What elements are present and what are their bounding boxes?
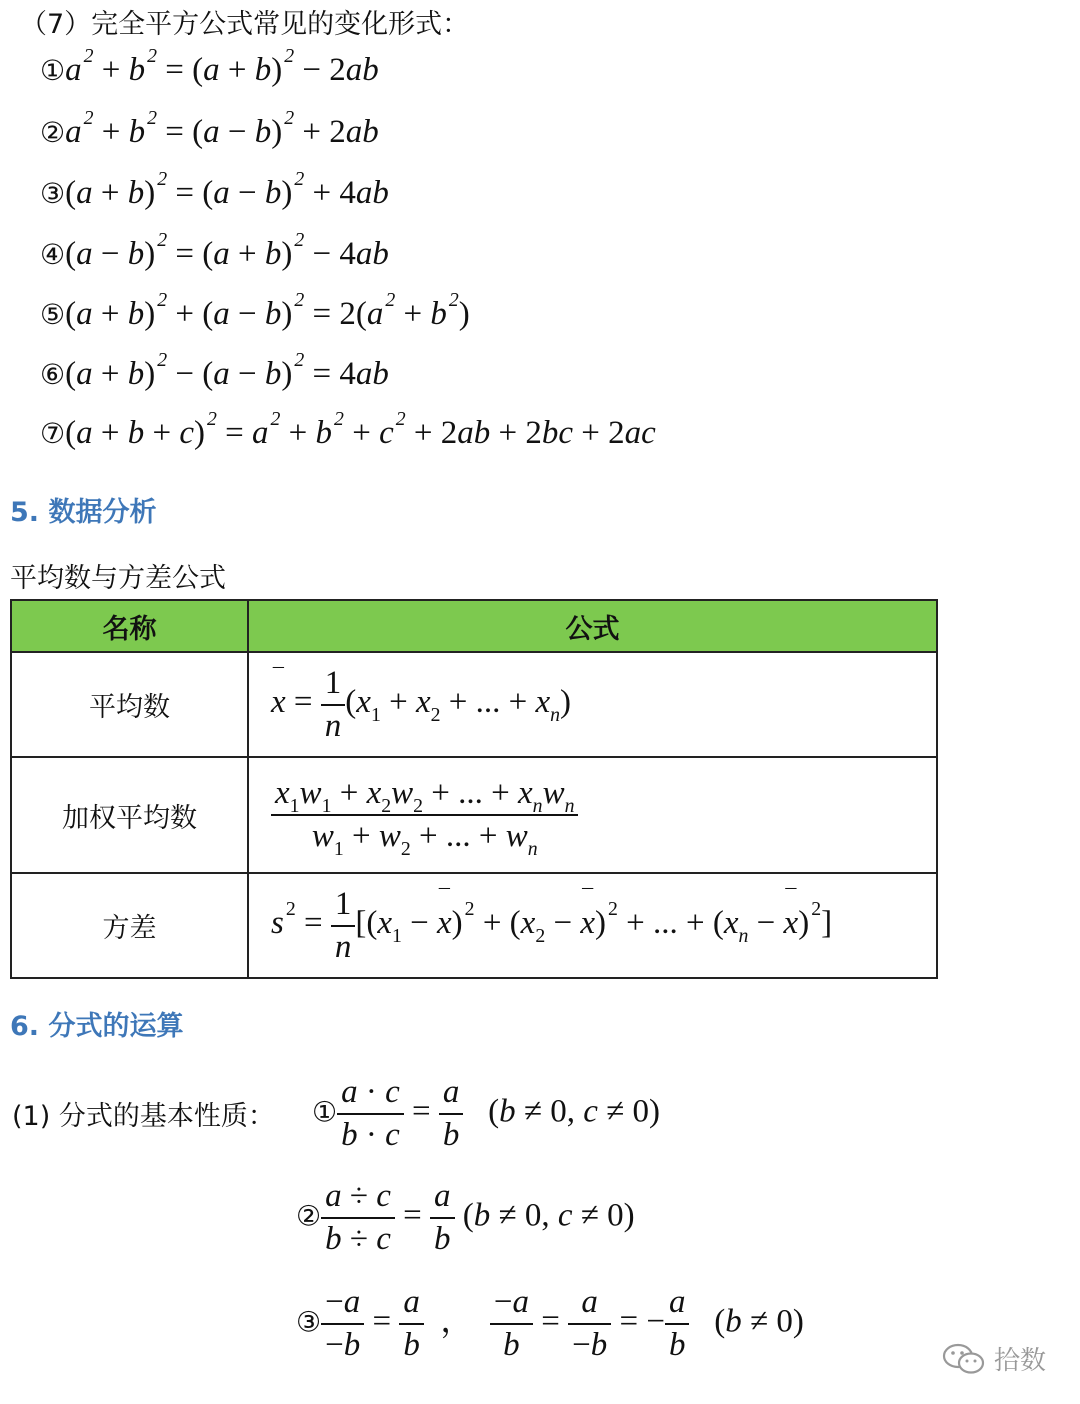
row-name: 方差 xyxy=(11,873,248,978)
watermark xyxy=(942,1340,1046,1377)
row-name: 加权平均数 xyxy=(11,757,248,873)
section-title: （7）完全平方公式常见的变化形式： xyxy=(20,9,470,40)
table-row xyxy=(11,873,937,978)
formula-line: ⑤(a + b) $^2$ + (a − b) $^2$ = 2(a $^2$ + b $^2$) xyxy=(40,289,470,332)
watermark-text: 拾数 xyxy=(993,1346,1046,1376)
formula-line: ①a $^2$ + b $^2$ = (a + b) $^2$ − 2ab xyxy=(40,45,379,88)
formula-line: ③(a + b) $^2$ = (a − b) $^2$ + 4ab xyxy=(40,168,389,211)
formula-line: ⑥(a + b) $^2$ − (a − b) $^2$ = 4ab xyxy=(40,349,389,392)
variance-formula: s $^2$ = $\frac{1}{n}$ [($x_1$ − ¯ x) $^2 + (x_2$ − ¯ x) $^2$ + ... + ($x_n$ − ¯ x) $^2$] xyxy=(248,873,937,978)
fraction-property-1: ① $\frac{a \cdot c}{b \cdot c}$ = $\frac{a}{b}$ (b ≠ 0, c ≠ 0) xyxy=(312,1074,661,1153)
table-caption: 平均数与方差公式 xyxy=(10,563,226,594)
table-header-name: 名称 xyxy=(11,600,248,652)
table-header-formula: 公式 xyxy=(248,600,937,652)
section-heading: 5. 数据分析 xyxy=(10,497,157,528)
formula-line: ④(a − b) $^2$ = (a + b) $^2$ − 4ab xyxy=(40,229,389,272)
mean-formula: ¯ x = $\frac{1}{n}$ ($x_1 + x_2$ + ... + $x_n$) xyxy=(248,652,937,757)
section-heading: 6. 分式的运算 xyxy=(10,1011,184,1042)
formula-table xyxy=(10,599,938,979)
fraction-property-3: ③ $\frac{-a}{-b}$ = $\frac{a}{b}$ ， $\frac{-a}{b}$ = $\frac{a}{-b}$ = − $\frac{a}{b}$ (b ≠ 0) xyxy=(296,1284,804,1363)
formula-line: ⑦(a + b + c) $^2$ = a $^2$ + b $^2$ + c $^2$ + 2ab + 2bc + 2ac xyxy=(40,408,656,451)
table-row xyxy=(11,652,937,757)
table-row xyxy=(11,757,937,873)
property-label: (1) 分式的基本性质： xyxy=(12,1101,275,1132)
weighted-mean-formula: $\frac{x_1w_1 + x_2w_2 + ... + x_nw_n}{w_1 + w_2 + ... + w_n}$ xyxy=(248,757,937,873)
formula-line: ②a $^2$ + b $^2$ = (a − b) $^2$ + 2ab xyxy=(40,107,379,150)
fraction-property-2: ② $\frac{a \div c}{b \div c}$ = $\frac{a}{b}$ (b ≠ 0, c ≠ 0) xyxy=(296,1178,635,1257)
wechat-icon xyxy=(942,1342,986,1376)
row-name: 平均数 xyxy=(11,652,248,757)
